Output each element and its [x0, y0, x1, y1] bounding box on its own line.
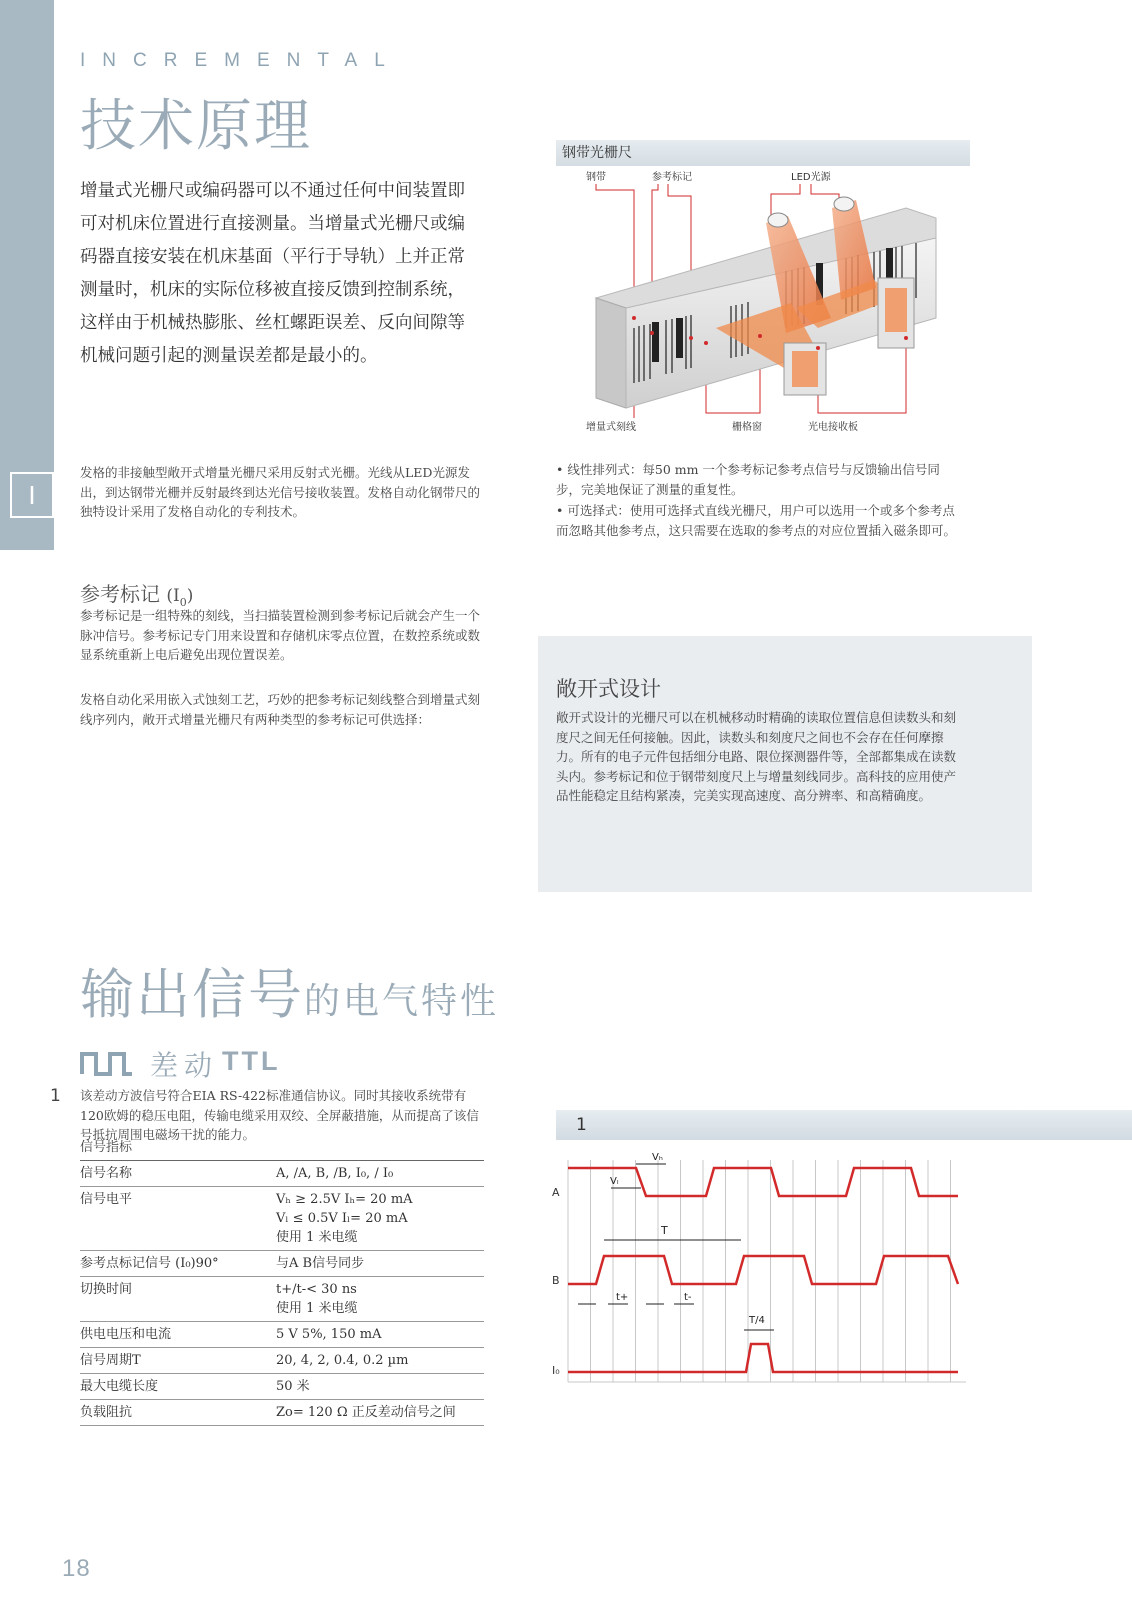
table-row: [80, 1348, 484, 1374]
table-key: 信号电平: [80, 1187, 276, 1251]
table-value: 5 V 5%, 150 mA: [276, 1322, 484, 1348]
signal-timing-diagram: [552, 1150, 976, 1400]
section-tab: I: [10, 472, 54, 518]
table-row: [80, 1161, 484, 1187]
open-design-paragraph: 敞开式设计的光栅尺可以在机械移动时精确的读取位置信息但读数头和刻度尺之间无任何接触。因此，读数头和刻度尺之间也不会存在任何摩擦力。所有的电子元件包括细分电路、限位探测器件等，全部都集成在读数头内。参考标记和位于钢带刻度尺上与增量刻线同步。高科技的应用使产品性能稳定且结构紧凑，完美实现高速度、高分辨率、和高精确度。: [556, 710, 957, 803]
table-key: 切换时间: [80, 1277, 276, 1322]
bullet-text-2: 可选择式：使用可选择式直线光栅尺，用户可以选用一个或多个参考点而忽略其他参考点，这只需要在选取的参考点的对应位置插入磁条即可。: [556, 503, 957, 538]
intro-paragraph: 增量式光栅尺或编码器可以不通过任何中间装置即可对机床位置进行直接测量。当增量式光栅尺或编码器直接安装在机床基面（平行于导轨）上并正常测量时，机床的实际位移被直接反馈到控制系统，这样由于机械热膨胀、丝杠螺距误差、反向间隙等机械问题引起的测量误差都是最小的。: [80, 181, 465, 366]
period-label: T: [661, 1224, 668, 1237]
table-value: t+/t-< 30 ns 使用 1 米电缆: [276, 1277, 484, 1322]
section-kicker: INCREMENTAL: [80, 50, 402, 71]
reference-mark-paragraph-1: 参考标记是一组特殊的刻线，当扫描装置检测到参考标记后就会产生一个脉冲信号。参考标记专门用来设置和存储机床零点位置，在数控系统或数显系统重新上电后避免出现位置误差。: [80, 608, 481, 662]
reference-mark-title-sub: 0: [179, 596, 187, 609]
table-key: 负载阻抗: [80, 1400, 276, 1426]
table-row: [80, 1374, 484, 1400]
vh-label: Vₕ: [652, 1152, 663, 1163]
table-key: 最大电缆长度: [80, 1374, 276, 1400]
table-row: [80, 1400, 484, 1426]
square-wave-icon: [80, 1050, 134, 1076]
reference-mark-title: [80, 578, 193, 609]
channel-label: I₀: [552, 1364, 560, 1377]
open-design-title: 敞开式设计: [556, 677, 661, 701]
table-row: [80, 1251, 484, 1277]
ttl-subtitle-en: TTL: [222, 1046, 281, 1076]
vl-label: Vₗ: [610, 1176, 619, 1187]
label-led: LED光源: [791, 172, 831, 183]
bullet-item: • 可选择式：使用可选择式直线光栅尺，用户可以选用一个或多个参考点而忽略其他参考点，这只需要在选取的参考点的对应位置插入磁条即可。: [556, 503, 957, 538]
table-value: 50 米: [276, 1374, 484, 1400]
signal-i0: [568, 1344, 958, 1372]
reference-mark-title-paren: (I: [166, 586, 180, 606]
figure-title: 钢带光栅尺: [556, 140, 970, 166]
label-receiver: 光电接收板: [808, 422, 858, 433]
page-number: 18: [62, 1555, 91, 1582]
quarter-label: T/4: [749, 1315, 765, 1326]
footnote-number: 1: [50, 1086, 61, 1106]
ttl-description: 该差动方波信号符合EIA RS-422标准通信协议。同时其接收系统带有120欧姆的稳压电阻，传输电缆采用双绞、全屏蔽措施，从而提高了该信号抵抗周围电磁场干扰的能力。: [80, 1088, 479, 1142]
fall-label: t-: [684, 1292, 692, 1303]
table-key: 信号周期T: [80, 1348, 276, 1374]
reference-mark-options: [556, 460, 956, 542]
signal-spec-table: [80, 1160, 484, 1426]
page-title: 技术原理: [80, 94, 312, 159]
table-value: A, /A, B, /B, I₀, / I₀: [276, 1161, 484, 1187]
signal-figure-header: 1: [556, 1110, 1132, 1140]
channel-label: A: [552, 1186, 560, 1199]
label-incremental: 增量式刻线: [586, 422, 636, 433]
table-row: [80, 1187, 484, 1251]
output-signals-title: [80, 952, 499, 1029]
table-caption: 信号指标: [80, 1140, 133, 1155]
table-key: 供电电压和电流: [80, 1322, 276, 1348]
table-key: 参考点标记信号 (I₀)90°: [80, 1251, 276, 1277]
table-value: 与A B信号同步: [276, 1251, 484, 1277]
bullet-text-1: 线性排列式：每50 mm 一个参考标记参考点信号与反馈输出信号同步，完美地保证了测量的重复性。: [556, 462, 940, 497]
signal-b: [568, 1256, 958, 1284]
table-value: 20, 4, 2, 0.4, 0.2 µm: [276, 1348, 484, 1374]
table-key: 信号名称: [80, 1161, 276, 1187]
reference-mark-title-close: ): [186, 586, 194, 606]
ttl-subtitle-zh: 差动: [150, 1049, 219, 1082]
channel-label: B: [552, 1274, 560, 1287]
sidebar-band: [0, 0, 54, 550]
steel-tape-illustration: [556, 168, 956, 448]
label-reference-mark: 参考标记: [652, 172, 692, 183]
label-steel-tape: 钢带: [586, 172, 606, 183]
rise-label: t+: [616, 1292, 629, 1303]
label-grating: 栅格窗: [732, 422, 762, 433]
reference-mark-paragraph-2: 发格自动化采用嵌入式蚀刻工艺，巧妙的把参考标记刻线整合到增量式刻线序列内，敞开式增量光栅尺有两种类型的参考标记可供选择：: [80, 692, 481, 727]
table-value: Vₕ ≥ 2.5V Iₕ= 20 mA Vₗ ≤ 0.5V Iₗ= 20 mA 使用 1 米电缆: [276, 1187, 484, 1251]
table-row: [80, 1277, 484, 1322]
table-row: [80, 1322, 484, 1348]
bullet-item: • 线性排列式：每50 mm 一个参考标记参考点信号与反馈输出信号同步，完美地保证了测量的重复性。: [556, 462, 940, 497]
reference-mark-title-text: 参考标记: [80, 582, 160, 606]
output-signals-title-big: 输出信号: [80, 963, 304, 1026]
intro-paragraph-2: 发格的非接触型敞开式增量光栅尺采用反射式光栅。光线从LED光源发出，到达钢带光栅并反射最终到达光信号接收装置。发格自动化钢带尺的独特设计采用了发格自动化的专利技术。: [80, 465, 481, 519]
table-value: Zo= 120 Ω 正反差动信号之间: [276, 1400, 484, 1426]
output-signals-title-small: 的电气特性: [304, 981, 500, 1022]
signal-a: [568, 1168, 958, 1196]
